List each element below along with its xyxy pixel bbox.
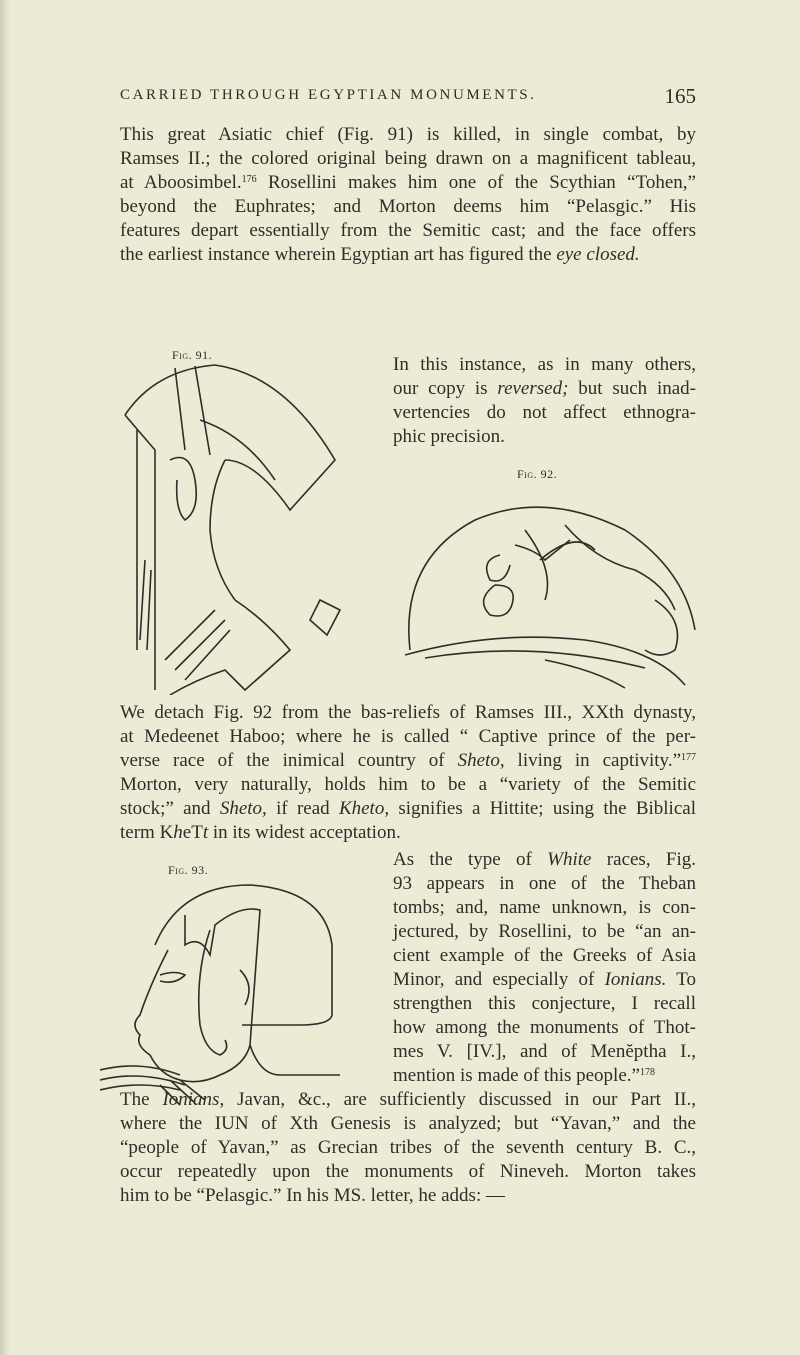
text-line <box>393 848 696 872</box>
running-title: CARRIED THROUGH EGYPTIAN MONUMENTS. <box>120 87 537 103</box>
text-run: the earliest instance wherein Egyptian art has figured the <box>120 244 557 265</box>
text-run: at Medeenet Haboo; where he is called “ Captive prince of the per- <box>120 726 696 747</box>
text-run: stock;” and <box>120 798 220 819</box>
text-run: jectured, by Rosellini, to be “an an- <box>393 921 696 942</box>
text-line <box>393 401 696 425</box>
running-header <box>120 84 696 108</box>
text-run: him to be “Pelasgic.” In his MS. letter, he adds: — <box>120 1185 505 1206</box>
text-line <box>393 1064 696 1088</box>
text-run: living in captivity.” <box>504 750 682 771</box>
text-run: Ramses II.; the colored original being drawn on a magnificent tableau, <box>120 148 696 169</box>
text-run: if read <box>266 798 339 819</box>
text-run: The <box>120 1089 163 1110</box>
text-run: 93 appears in one of the Theban <box>393 873 696 894</box>
text-line <box>120 1112 696 1136</box>
text-line <box>120 171 696 195</box>
text-run: cient example of the Greeks of Asia <box>393 945 696 966</box>
text-line <box>120 1136 696 1160</box>
text-run: tombs; and, name unknown, is con- <box>393 897 696 918</box>
text-run: mes V. [IV.], and of Menĕptha I., <box>393 1041 696 1062</box>
text-line <box>120 147 696 171</box>
text-run: our copy is <box>393 378 498 399</box>
text-line <box>393 944 696 968</box>
italic-text: Kheto, <box>338 798 390 819</box>
text-run: occur repeatedly upon the monuments of Nineveh. Morton takes <box>120 1161 696 1182</box>
text-run: at Aboosimbel. <box>120 172 242 193</box>
fig93-illustration <box>100 875 345 1110</box>
italic-text: eye closed. <box>556 244 640 265</box>
italic-text: Sheto, <box>219 798 267 819</box>
italic-text: h <box>173 822 183 843</box>
text-line <box>120 1184 696 1208</box>
text-line <box>120 821 696 845</box>
italic-text: Ionians, <box>162 1089 225 1110</box>
text-run: Morton, very naturally, holds him to be a “variety of the Semitic <box>120 774 696 795</box>
text-line <box>393 992 696 1016</box>
text-run: features depart essentially from the Semitic cast; and the face offers <box>120 220 696 241</box>
text-run: beyond the Euphrates; and Morton deems him “Pelasgic.” His <box>120 196 696 217</box>
text-run: Rosellini makes him one of the Scythian “Tohen,” <box>256 172 696 193</box>
text-run: “people of Yavan,” as Grecian tribes of the seventh century B. C., <box>120 1137 696 1158</box>
text-run: how among the monuments of Thot- <box>393 1017 696 1038</box>
text-line <box>393 377 696 401</box>
footnote-ref: 177 <box>681 752 697 763</box>
text-run: in its widest acceptation. <box>208 822 401 843</box>
text-line <box>393 1016 696 1040</box>
text-run: As the type of <box>393 849 548 870</box>
text-run: term K <box>120 822 174 843</box>
text-run: signifies a Hittite; using the Biblical <box>389 798 696 819</box>
text-line <box>120 219 696 243</box>
text-run: vertencies do not affect ethnogra- <box>393 402 696 423</box>
text-run: verse race of the inimical country of <box>120 750 458 771</box>
italic-text: t <box>202 822 209 843</box>
footnote-ref: 176 <box>241 174 257 185</box>
italic-text: White <box>547 849 592 870</box>
text-line <box>393 920 696 944</box>
text-line <box>120 1160 696 1184</box>
text-run: We detach Fig. 92 from the bas-reliefs of Ramses III., XXth dynasty, <box>120 702 696 723</box>
text-line <box>120 195 696 219</box>
text-run: This great Asiatic chief (Fig. 91) is killed, in single combat, by <box>120 124 696 145</box>
fig93-label: Fig. 93. <box>168 863 209 877</box>
fig92-label: Fig. 92. <box>517 467 558 481</box>
text-run: eT <box>182 822 203 843</box>
text-run: but such inad- <box>568 378 696 399</box>
text-run: In this instance, as in many others, <box>393 354 696 375</box>
fig92-illustration <box>395 490 700 690</box>
text-line <box>120 701 696 725</box>
text-line <box>120 123 696 147</box>
text-line <box>120 725 696 749</box>
italic-text: reversed; <box>497 378 569 399</box>
text-line <box>120 773 696 797</box>
page-number: 165 <box>664 84 696 108</box>
text-run: where the IUN of Xth Genesis is analyzed; but “Yavan,” and the <box>120 1113 696 1134</box>
text-run: To <box>666 969 696 990</box>
text-line <box>393 872 696 896</box>
text-line <box>393 968 696 992</box>
text-line <box>393 425 696 449</box>
text-run: strengthen this conjecture, I recall <box>393 993 696 1014</box>
text-run: Javan, &c., are sufficiently discussed in our Part II., <box>224 1089 696 1110</box>
page-edge-shadow <box>0 0 10 1355</box>
fig91-illustration <box>115 360 345 695</box>
text-line <box>393 1040 696 1064</box>
text-run: Minor, and especially of <box>393 969 605 990</box>
text-line <box>120 243 696 267</box>
footnote-ref: 178 <box>639 1067 655 1078</box>
text-run: phic precision. <box>393 426 505 447</box>
text-line <box>393 896 696 920</box>
text-run: races, Fig. <box>591 849 696 870</box>
text-run: mention is made of this people.” <box>393 1065 640 1086</box>
text-line <box>120 797 696 821</box>
italic-text: Sheto, <box>457 750 505 771</box>
text-line <box>393 353 696 377</box>
italic-text: Ionians. <box>604 969 667 990</box>
fig91-label: Fig. 91. <box>172 348 213 362</box>
text-line <box>120 749 696 773</box>
